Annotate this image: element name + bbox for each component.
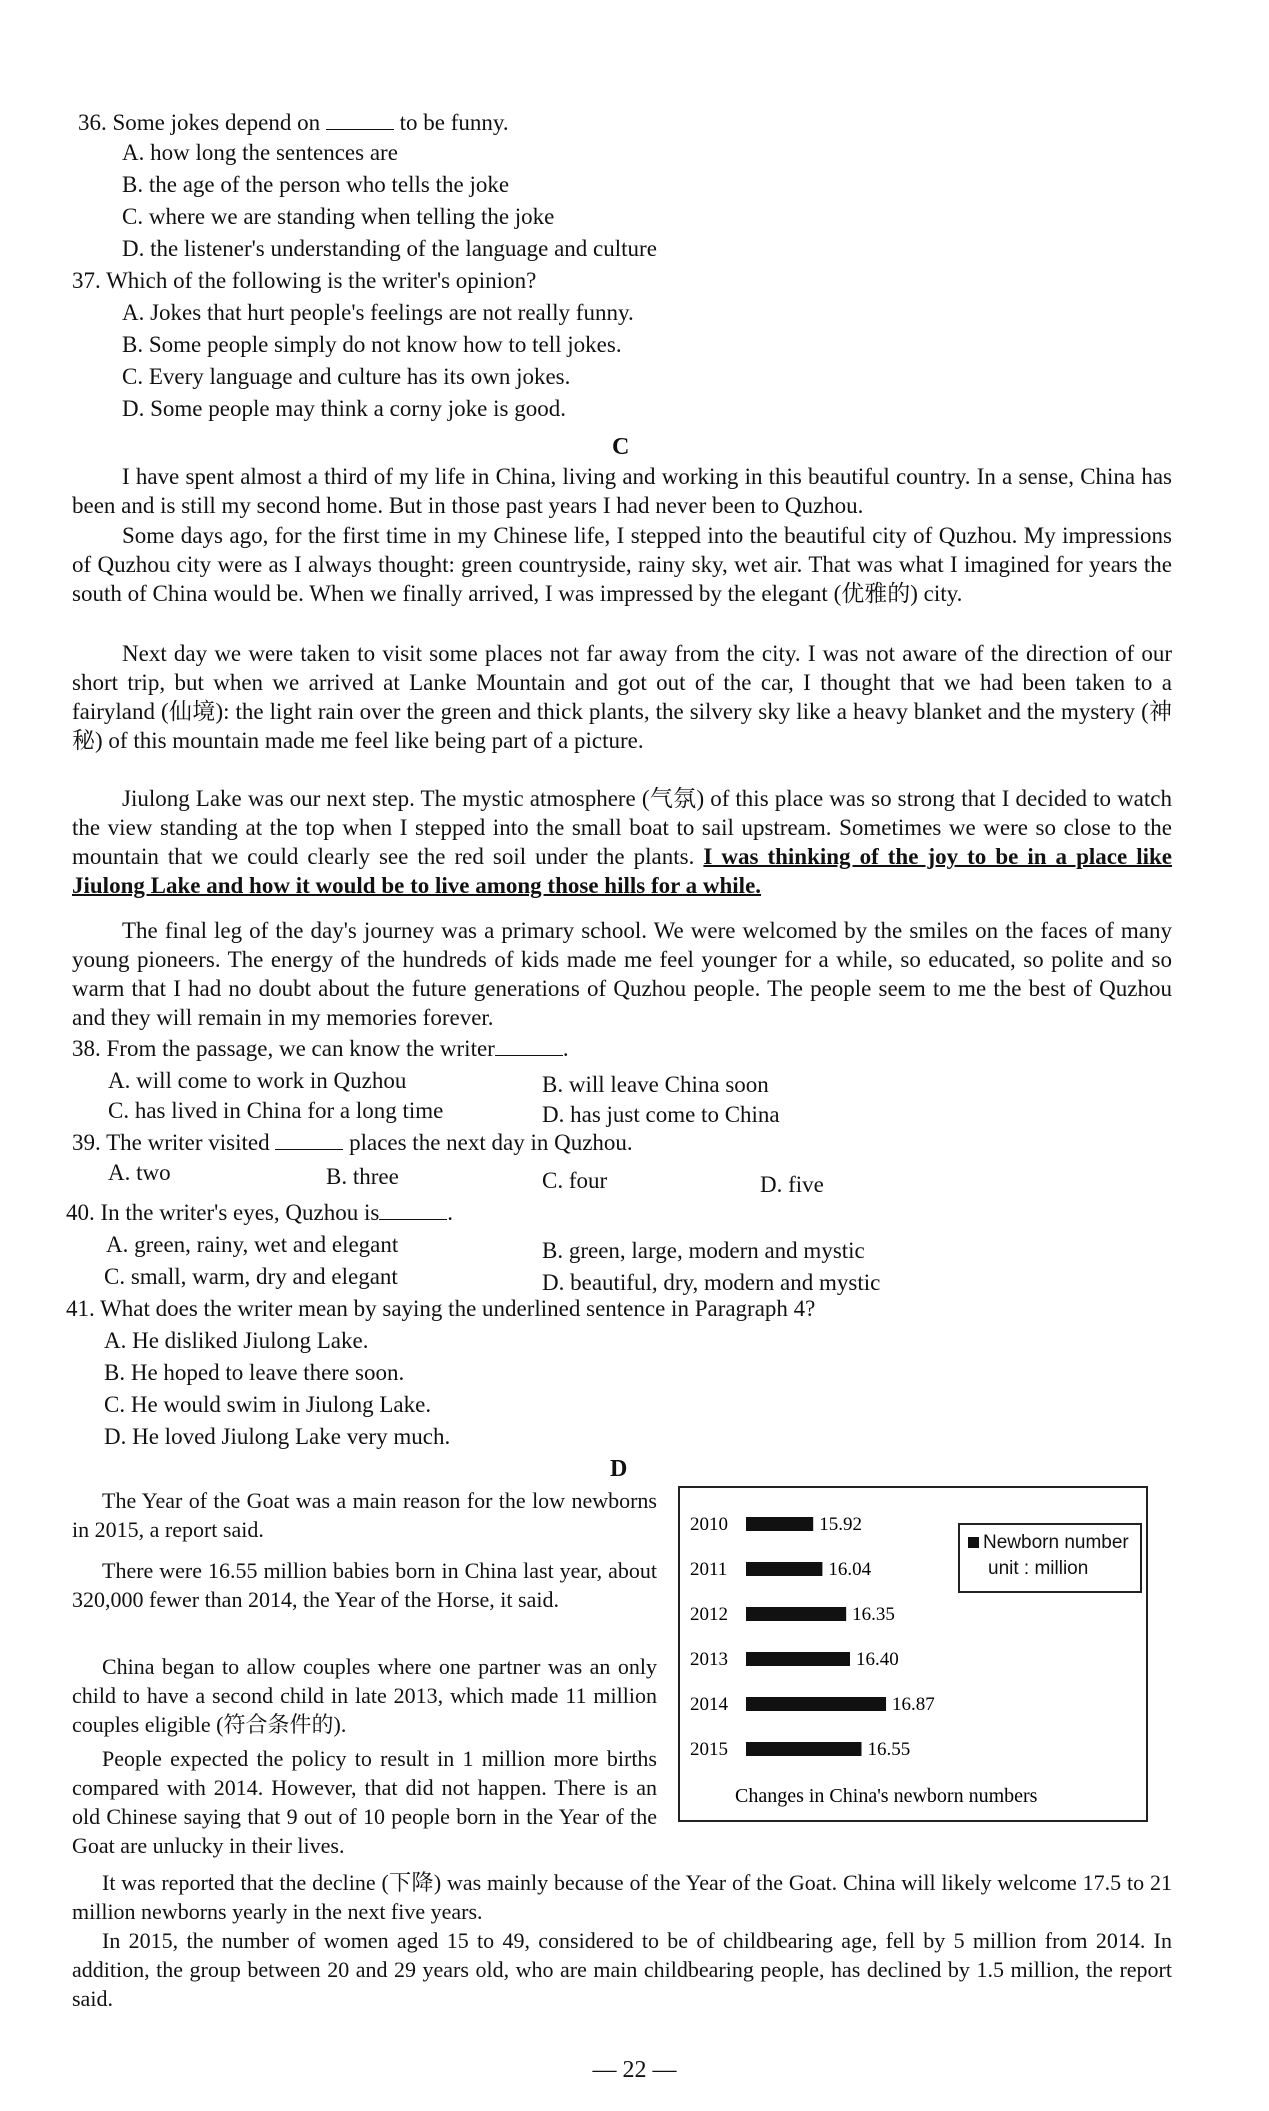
q40-option-a: A. green, rainy, wet and elegant xyxy=(106,1232,399,1257)
q38-option-b: B. will leave China soon xyxy=(542,1072,769,1097)
section-c-heading: C xyxy=(612,434,630,460)
question-40-stem: 40. In the writer's eyes, Quzhou is . xyxy=(66,1200,454,1225)
category-label: 2014 xyxy=(690,1694,728,1715)
category-label: 2013 xyxy=(690,1649,728,1670)
category-label: 2012 xyxy=(690,1604,728,1625)
category-label: 2015 xyxy=(690,1739,728,1760)
legend-square-icon xyxy=(968,1537,979,1548)
question-37-stem: 37. Which of the following is the writer's opinion? xyxy=(72,268,537,293)
q39-option-b: B. three xyxy=(326,1164,399,1189)
answer-blank xyxy=(379,1199,447,1220)
answer-blank xyxy=(326,109,394,130)
passage-c-paragraph-3: Next day we were taken to visit some places not far away from the city. I was not aware of the direction of our short trip, but when we arrived at Lanke Mountain and got out of the car, I thought that we had been taken to a fairyland (仙境): the light rain over the green and thick plants, the silvery sky like a heavy blanket and the mystery (神秘) of this mountain made me feel like being part of a picture. xyxy=(72,641,1172,753)
question-38-stem: 38. From the passage, we can know the writer . xyxy=(72,1036,569,1061)
bar xyxy=(746,1607,846,1621)
answer-blank xyxy=(495,1035,563,1056)
q41-option-d: D. He loved Jiulong Lake very much. xyxy=(104,1424,451,1449)
passage-d-paragraph-1: The Year of the Goat was a main reason for the low newborns in 2015, a report said. xyxy=(72,1488,657,1542)
passage-c-paragraph-5: The final leg of the day's journey was a primary school. We were welcomed by the smiles on the faces of many young pioneers. The energy of the hundreds of kids made me feel younger for a while, so educated, so polite and so warm that I had no doubt about the future generations of Quzhou people. The people seem to me the best of Quzhou and they will remain in my memories forever. xyxy=(72,918,1172,1030)
passage-d-paragraph-4: People expected the policy to result in 1 million more births compared with 2014. However, that did not happen. There is an old Chinese saying that 9 out of 10 people born in the Year of the Goat are unlucky in their lives. xyxy=(72,1746,657,1858)
category-label: 2011 xyxy=(690,1559,728,1580)
q40-option-b: B. green, large, modern and mystic xyxy=(542,1238,865,1263)
legend-series: Newborn number xyxy=(968,1530,1132,1556)
question-39-stem: 39. The writer visited places the next day in Quzhou. xyxy=(72,1130,633,1155)
q41-option-b: B. He hoped to leave there soon. xyxy=(104,1360,405,1385)
q37-option-d: D. Some people may think a corny joke is good. xyxy=(122,396,566,421)
q36-option-c: C. where we are standing when telling the joke xyxy=(122,204,555,229)
value-label: 16.35 xyxy=(852,1604,895,1625)
section-d-heading: D xyxy=(610,1456,628,1482)
q37-option-b: B. Some people simply do not know how to tell jokes. xyxy=(122,332,622,357)
value-label: 15.92 xyxy=(819,1514,862,1535)
q40-option-d: D. beautiful, dry, modern and mystic xyxy=(542,1270,881,1295)
question-41-stem: 41. What does the writer mean by saying the underlined sentence in Paragraph 4? xyxy=(66,1296,816,1321)
q38-option-d: D. has just come to China xyxy=(542,1102,780,1127)
q39-option-a: A. two xyxy=(108,1160,171,1185)
question-36-stem: 36. Some jokes depend on to be funny. xyxy=(78,110,509,135)
passage-c-paragraph-2: Some days ago, for the first time in my Chinese life, I stepped into the beautiful city of Quzhou. My impressions of Quzhou city were as I always thought: green countryside, rainy sky, wet air. That was what I imagined for years the south of China would be. When we finally arrived, I was impressed by the elegant (优雅的) city. xyxy=(72,523,1172,606)
value-label: 16.55 xyxy=(867,1739,911,1760)
chart-title: Changes in China's newborn numbers xyxy=(735,1785,1038,1807)
chart-legend xyxy=(958,1523,1142,1593)
bar xyxy=(746,1697,886,1711)
q36-option-b: B. the age of the person who tells the joke xyxy=(122,172,510,197)
bar xyxy=(746,1742,862,1756)
answer-blank xyxy=(275,1129,343,1150)
q40-option-c: C. small, warm, dry and elegant xyxy=(104,1264,398,1289)
underlined-sentence: I was thinking of the joy to be in a place like Jiulong Lake and how it would be to live among those hills for a while. xyxy=(72,844,1172,898)
q36-option-d: D. the listener's understanding of the language and culture xyxy=(122,236,657,261)
passage-d-paragraph-2: There were 16.55 million babies born in China last year, about 320,000 fewer than 2014, the Year of the Horse, it said. xyxy=(72,1558,657,1612)
bar xyxy=(746,1562,822,1576)
legend-unit: unit : million xyxy=(988,1558,1089,1579)
category-label: 2010 xyxy=(690,1514,728,1535)
q41-option-c: C. He would swim in Jiulong Lake. xyxy=(104,1392,432,1417)
q37-option-a: A. Jokes that hurt people's feelings are not really funny. xyxy=(122,300,634,325)
value-label: 16.40 xyxy=(856,1649,899,1670)
q38-option-c: C. has lived in China for a long time xyxy=(108,1098,444,1123)
q39-option-c: C. four xyxy=(542,1168,608,1193)
value-label: 16.04 xyxy=(828,1559,872,1580)
page-number: — 22 — xyxy=(592,2057,677,2083)
q37-option-c: C. Every language and culture has its own jokes. xyxy=(122,364,571,389)
passage-d-paragraph-3: China began to allow couples where one partner was an only child to have a second child in late 2013, which made 11 million couples eligible (符合条件的). xyxy=(72,1654,657,1737)
bar xyxy=(746,1517,813,1531)
passage-d-paragraph-5: It was reported that the decline (下降) was mainly because of the Year of the Goat. China will likely welcome 17.5 to 21 million newborns yearly in the next five years. xyxy=(72,1870,1172,1924)
passage-c-paragraph-1: I have spent almost a third of my life in China, living and working in this beautiful country. In a sense, China has been and is still my second home. But in those past years I had never been to Quzhou. xyxy=(72,464,1172,518)
q41-option-a: A. He disliked Jiulong Lake. xyxy=(104,1328,369,1353)
passage-c-paragraph-4: Jiulong Lake was our next step. The mystic atmosphere (气氛) of this place was so strong that I decided to watch the view standing at the top when I stepped into the small boat to sail upstream. Sometimes we were so close to the mountain that we could clearly see the red soil under the plants. I was thinking of the joy to be in a place like Jiulong Lake and how it would be to live among those hills for a while. xyxy=(72,786,1172,898)
q38-option-a: A. will come to work in Quzhou xyxy=(108,1068,407,1093)
value-label: 16.87 xyxy=(892,1694,935,1715)
passage-d-paragraph-6: In 2015, the number of women aged 15 to 49, considered to be of childbearing age, fell by 5 million from 2014. In addition, the group between 20 and 29 years old, who are main childbearing people, has declined by 1.5 million, the report said. xyxy=(72,1928,1172,2011)
q36-option-a: A. how long the sentences are xyxy=(122,140,398,165)
bar xyxy=(746,1652,850,1666)
q39-option-d: D. five xyxy=(760,1172,824,1197)
